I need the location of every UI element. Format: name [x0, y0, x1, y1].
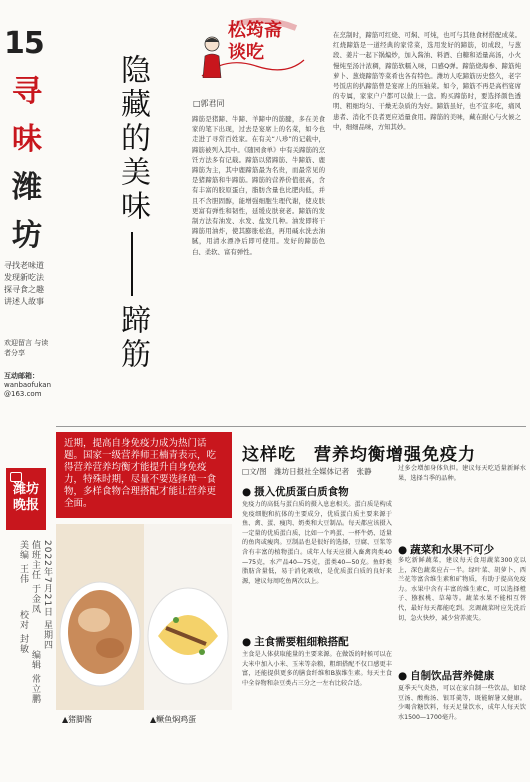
section-heading [398, 542, 494, 557]
column-logo-text [228, 20, 288, 64]
section-heading [398, 668, 494, 683]
page-number: 15 [4, 26, 44, 61]
section-heading [242, 634, 349, 649]
section-heading-text: 蔬菜和水果不可少 [410, 544, 495, 556]
call-to-action: 欢迎留言 与读者分享 [4, 339, 49, 357]
article-body-column: 多吃新鲜蔬菜，建议每天食用蔬菜300克以上，深色蔬菜应占一半。绿叶菜、胡萝卜、西兰花等富含维生素和矿物质，有助于提高免疫力。水果中含有丰富的维生素C，可以选择橙子、猕猴桃、草莓等。蔬菜水果不能相互替代，最好每天都能吃到。烹调蔬菜时应先洗后切，急火快炒，减少营养流失。 [398, 557, 526, 622]
contact-email-domain[interactable]: @163.com [4, 390, 42, 398]
column-title-char: 寻 [12, 74, 42, 109]
logo-icon [10, 472, 22, 482]
bullet-icon: ● [398, 544, 408, 556]
article-body-column: 夏季天气炎热，可以在家自制一些饮品，如绿豆汤、酸梅汤、银耳羹等，既能解暑又健康。少喝含糖饮料，每天足量饮水，成年人每天饮水1500—1700毫升。 [398, 685, 526, 721]
column-slogan: 寻找老味道 发现新吃法 探寻食之趣 讲述人故事 [4, 261, 44, 306]
column-title-char: 味 [12, 122, 42, 157]
section-heading-text: 摄入优质蛋白质食物 [254, 486, 349, 498]
section-heading [242, 484, 349, 499]
issue-editor-line: 编辑 常立鹏 [30, 650, 40, 704]
contact-label: 互动邮箱： [4, 372, 39, 380]
article-title [110, 54, 154, 372]
section-heading-text: 主食需要粗细粮搭配 [254, 636, 349, 648]
column-title [6, 68, 48, 260]
article-title-sub: 蹄筋 [115, 304, 150, 372]
photo-caption: ▲鳜鱼焖鸡蛋 [150, 715, 197, 724]
article-title: 这样吃 营养均衡增强免疫力 [242, 445, 476, 465]
contact-info [4, 372, 50, 399]
lead-box: 近期，提高自身免疫力成为热门话题。国家一级营养师王楠青表示，吃得营养营养均衡才能提升自身免疫力，特殊时期，尽量不要选择单一食物，多样食物合理搭配才能让营养更全面。 [56, 432, 232, 518]
photo-caption: ▲猪脚酱 [62, 715, 93, 724]
bullet-icon: ● [398, 670, 408, 682]
paper-name-line: 潍坊 [12, 482, 39, 497]
article-body-column: 免疫力的高低与蛋白质的摄入息息相关。蛋白质是构成免疫细胞和抗体的主要成分，优质蛋白质主要来源于鱼、禽、蛋、瘦肉、奶类和大豆制品。每天都应该摄入一定量的优质蛋白质，比如一个鸡蛋、一杯牛奶、适量的鱼肉或瘦肉。豆制品也是很好的选择，豆腐、豆浆等含有丰富的植物蛋白。成年人每天应摄入畜禽肉类40—75克，水产品40—75克，蛋类40—50克。鱼虾类脂肪含量低，易于消化吸收，是优质蛋白质的良好来源，建议每周吃鱼两次以上。 [242, 501, 392, 585]
article-body-column: 主食是人体获取能量的主要来源。在做饭的时候可以在大米中加入小米、玉米等杂粮，粗细搭配不仅口感更丰富，还能提供更多的膳食纤维和B族维生素。每天主食中全谷物和杂豆类占三分之一左右比较合适。 [242, 651, 392, 687]
article-author: □文/图 潍坊日报社全媒体记者 张静 [242, 467, 372, 476]
column-title-char: 坊 [12, 218, 42, 253]
article-title-main: 隐藏的美味 [115, 54, 150, 224]
issue-editor-line: 美编 王伟 [18, 540, 28, 584]
newspaper-logo [6, 468, 46, 530]
article-author: □郭君同 [193, 99, 225, 108]
food-photo [56, 524, 232, 710]
section-heading-text: 自制饮品营养健康 [410, 670, 495, 682]
article-body-column: 蹄筋是猪蹄、牛蹄、羊蹄中的筋腱，多在美食家的笔下出现，过去是宴席上的名菜，如今也走进了寻常百姓家。在有关“八珍”的记载中，蹄筋被列入其中。《随园食单》中有关蹄筋的烹饪方法多有记载。蹄筋以猪蹄筋、牛蹄筋、鹿蹄筋为主，其中鹿蹄筋最为名贵，而最常见的是猪蹄筋和牛蹄筋。蹄筋的营养价值很高，含有丰富的胶原蛋白，脂肪含量也比肥肉低，并且不含胆固醇，能增强细胞生理代谢，使皮肤更富有弹性和韧性，延缓皮肤衰老。蹄筋的发制方法有油发、水发、盐发几种。油发即将干蹄筋用油炸，使其膨胀松泡，再用碱水洗去油腻，用清水漂净后即可使用。发好的蹄筋色白、柔软、富有弹性。 [192, 115, 325, 256]
column-logo-label: 松筠斋谈吃 [228, 20, 282, 63]
author-portrait-icon [200, 34, 224, 78]
issue-weekday: 星期四 [42, 620, 52, 650]
issue-info [14, 540, 52, 780]
left-sidebar [0, 0, 52, 782]
contact-email[interactable]: wanbaofukan [4, 381, 52, 389]
article-body-column: 过多会增加身体负担。建议每天吃适量新鲜水果，选择当季的品种。 [398, 465, 526, 482]
title-separator [131, 232, 133, 296]
issue-date: 2022年7月21日 [42, 540, 52, 618]
issue-editor-line: 校对 封敏 [18, 610, 28, 654]
bullet-icon: ● [242, 486, 252, 498]
paper-name-line: 晚报 [12, 498, 39, 513]
section-divider [56, 426, 526, 427]
bullet-icon: ● [242, 636, 252, 648]
issue-editor-line: 值班主任 于金凤 [30, 540, 40, 614]
article-body-column: 在烹制时，蹄筋可红烧、可焖、可炖，也可与其他食材搭配成菜。红烧蹄筋是一道经典的家常菜，选用发好的蹄筋，切成段，与葱段、姜片一起下锅煸炒，加入酱油、料酒、白糖和适量高汤，小火慢炖至汤汁浓稠，蹄筋软糯入味，口感Q弹。蹄筋烧海参、蹄筋炖萝卜、葱烧蹄筋等菜肴也各有特色。潍坊人吃蹄筋历史悠久，老字号饭店的扒蹄筋曾是宴席上的压轴菜。如今，蹄筋不再是高档宴席的专属，家家户户都可以做上一盘。购买蹄筋时，要选择颜色透明、粗细均匀、干燥无杂质的为好。蹄筋虽好，也不宜多吃，痛风患者、消化不良者更应适量食用。蹄筋的美味，藏在耐心与火候之中，细细品味，方知其妙。 [333, 31, 521, 131]
column-title-char: 潍 [12, 170, 42, 205]
